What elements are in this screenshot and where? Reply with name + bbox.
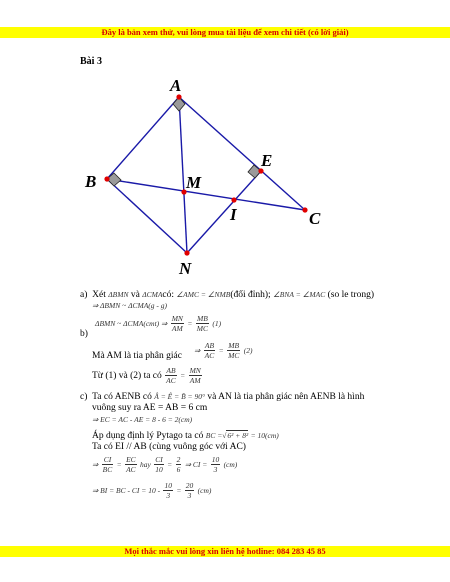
label-I: I [230, 205, 237, 224]
part-b-result: Từ (1) và (2) ta có $\frac{AB}{AC}$ = $\frac{MN}{AM}$ [92, 366, 201, 386]
part-c-ei-parallel: Ta có EI // AB (cùng vuông góc với AC) [92, 442, 246, 452]
part-b-line2: ⇒ $\frac{AB}{AC}$ = $\frac{MB}{MC}$ (2) [194, 341, 253, 361]
part-c-line3: ⇒ EC = AC - AE = 8 - 6 = 2(cm) [92, 415, 193, 424]
segment-AB [107, 97, 179, 179]
label-A: A [170, 76, 182, 95]
point-C [302, 207, 307, 212]
point-B [104, 176, 109, 181]
part-c-line2: vuông suy ra AE = AB = 6 cm [92, 403, 208, 413]
part-b-marker: b) [80, 329, 88, 339]
label-E: E [261, 151, 273, 170]
part-b-bisector: Mà AM là tia phân giác [92, 351, 182, 361]
part-a-line1: a) Xét ΔBMN và ΔCMAcó: ∠AMC = ∠NMB(đối đỉnh); ∠BNA = ∠MAC (so le trong) [80, 290, 375, 300]
preview-banner: Đây là bản xem thử, vui lòng mua tài liệu để xem chi tiết (có lời giải) [0, 27, 450, 38]
part-c-pytago: Áp dụng định lý Pytago ta có BC =√6² + 8² = 10(cm) [92, 431, 279, 441]
part-c-line6: ⇒ $\frac{CI}{BC}$ = $\frac{EC}{AC}$ hay $\frac{CI}{10}$ = $\frac{2}{6}$ ⇒ CI = $\frac{10}{3}$ (cm) [92, 455, 238, 475]
problem-title: Bài 3 [80, 56, 102, 67]
part-a-marker: a) [80, 290, 88, 300]
hotline-banner: Mọi thắc mắc vui lòng xin liên hệ hotline: 084 283 45 85 [0, 546, 450, 557]
label-N: N [179, 259, 192, 278]
label-M: M [186, 173, 202, 192]
part-c-marker: c) [80, 392, 88, 402]
point-A [176, 94, 181, 99]
part-b-line1: b) $^{\Delta BMN \sim \Delta CMA(cmt) \Rightarrow}$ $\frac{MN}{AM}$ = $\frac{MB}{MC}$ $^{(1)}$ [80, 314, 222, 339]
label-B: B [85, 172, 97, 191]
part-a-conclusion: ⇒ ΔBMN ~ ΔCMA(g - g) [92, 301, 168, 310]
geometry-figure [75, 72, 345, 282]
part-c-line7: ⇒ BI = BC - CI = 10 - $\frac{10}{3}$ = $\frac{20}{3}$ (cm) [92, 481, 212, 501]
part-c-line1: c) Ta có AENB có Â = Ê = B̂ = 90° và AN là tia phân giác nên AENB là hình [80, 392, 365, 402]
point-N [184, 250, 189, 255]
label-C: C [309, 209, 321, 228]
point-I [231, 197, 236, 202]
